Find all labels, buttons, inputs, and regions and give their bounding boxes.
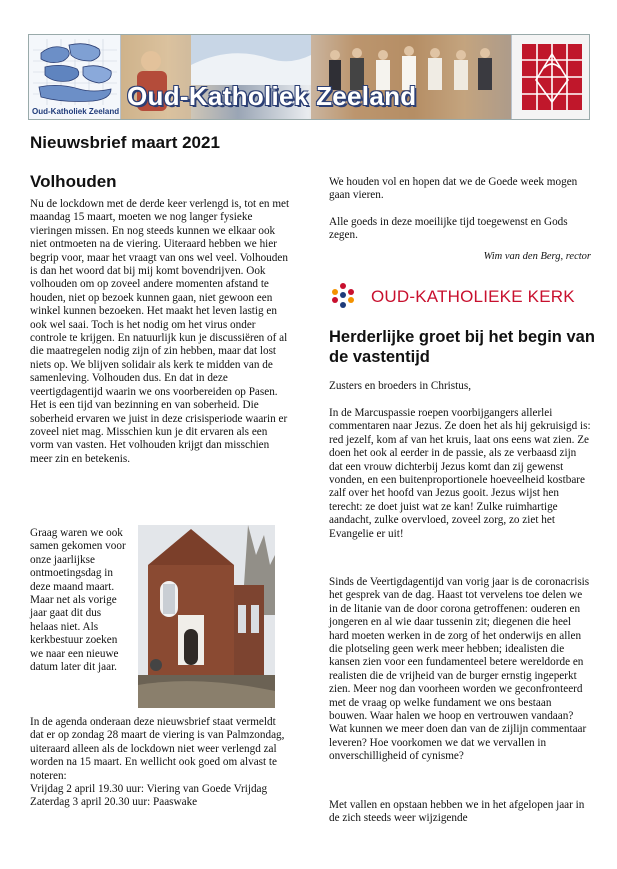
cross-emblem-icon [522, 44, 582, 110]
groet-paragraph-1: In de Marcuspassie roepen voorbijgangers allerlei commentaren naar Jezus. Ze doen het als hij gekruisigd is: red jezelf, kom af van het kruis, laat ons eens wat zien. Ze doen het ook al eerder in de passie, als ze verbaasd zijn dat een vrouw dichterbij Jezus komt dan zij gewenst vonden, en een buitenproportionele hoeveelheid kostbare zalf over het hoofd van Jezus gooit. Jezus wijst hen terecht: ze doet juist wat ze kan! Zulke ruimhartige aandacht, zulke overvloed, zoveel zorg, zo ziet het Evangelie er uit! [329, 407, 591, 540]
section-title-volhouden: Volhouden [30, 172, 117, 191]
volhouden-paragraph-3 [30, 716, 292, 810]
church-building-image [138, 525, 275, 708]
agenda-item-good-friday: Vrijdag 2 april 19.30 uur: Viering van Goede Vrijdag [30, 783, 268, 796]
right-paragraph-1: We houden vol en hopen dat we de Goede week mogen gaan vieren. [329, 176, 578, 202]
header-banner [28, 34, 590, 120]
church-emblem [511, 35, 590, 120]
okk-dots-icon [327, 283, 363, 309]
volhouden-paragraph-1: Nu de lockdown met de derde keer verlengd is, tot en met maandag 15 maart, moeten we nog langer fysieke vieringen missen. En nog steeds kunnen we elkaar ook niet ontmoeten na de viering. Uiteraard hebben we hier begrip voor, maar het vraagt van ons wel veel. Volhouden is dan het woord dat bij mij komt bovendrijven. Ook volhouden om op zoveel andere momenten afstand te houden, niet op bezoek kunnen gaan, niet gewoon een winkel kunnen bezoeken. Het maakt het leven lastig en ook wel saai. Toch is het nodig om het virus onder controle te krijgen. En natuurlijk kun je discussiëren of al die maatregelen nodig zijn of zin hebben, maar dat lost niets op. We blijven solidair als kerk te midden van de samenleving. Volhouden dus. En dat in deze veertigdagentijd waarin we ons voorbereiden op Pasen. Het is een tijd van bezinning en van soberheid. Die soberheid ervaren we juist in deze crisisperiode waarin er zoveel niet mag. Misschien kun je dit ervaren als een vorm van vasten. Het volhouden krijgt dan misschien meer zin en betekenis. [30, 198, 290, 465]
banner-title: Oud-Katholiek Zeeland [127, 81, 417, 111]
map-icon [33, 39, 117, 105]
groet-paragraph-2: Sinds de Veertigdagentijd van vorig jaar is de coronacrisis het gesprek van de dag. Haast tot vervelens toe delen we in de litanie van de door corona getroffenen: ouderen en jongeren en al wie daar tussenin zit; diegenen die heel hard moeten werken in de zorg of het onderwijs en allen die plotseling geen werk meer hebben; idealisten die kansen zien voor een fundamenteel betere wereldorde en realisten die de vrijheid van de burger ernstig ingeperkt zien. Meer nog dan voorheen worden we geconfronteerd met de vraag op welke fundament we ons bestaan bouwen. Waar halen we hoop en vertrouwen vandaan? Wat kunnen we meer doen dan van de zijlijn commentaar leveren? Hoe voorkomen we dat we vervallen in onverschilligheid of cynisme? [329, 576, 590, 763]
volhouden-paragraph-2: Graag waren we ook samen gekomen voor onze jaarlijkse ontmoetingsdag in deze maand maart. Maar net als vorige jaar gaat dit dus helaas niet. Als kerkbestuur zoeken we naar een nieuwe datum later dit jaar. [30, 527, 126, 674]
newsletter-title: Nieuwsbrief maart 2021 [30, 133, 220, 152]
section-title-groet: Herderlijke groet bij het begin van de vastentijd [329, 328, 595, 366]
okk-logo-text: OUD-KATHOLIEKE KERK [371, 287, 575, 306]
agenda-item-easter-vigil: Zaterdag 3 april 20.30 uur: Paaswake [30, 796, 198, 809]
groet-paragraph-3: Met vallen en opstaan hebben we in het afgelopen jaar in de zich steeds weer wijzigende [329, 799, 585, 825]
right-paragraph-2: Alle goeds in deze moeilijke tijd toegewenst en Gods zegen. [329, 216, 568, 242]
logo-caption: Oud-Katholiek Zeeland [32, 107, 120, 116]
signature: Wim van den Berg, rector [483, 251, 591, 262]
zeeland-map-logo [29, 35, 121, 120]
church-photo [138, 525, 275, 708]
groet-salutation: Zusters en broeders in Christus, [329, 380, 471, 392]
okk-logo [327, 283, 591, 309]
agenda-intro: In de agenda onderaan deze nieuwsbrief staat vermeldt dat er op zondag 28 maart de viering is van Palmzondag, uiteraard alleen als de lockdown niet weer verlengd zal worden na 15 maart. En wellicht ook goed om alvast te noteren: [30, 716, 285, 782]
